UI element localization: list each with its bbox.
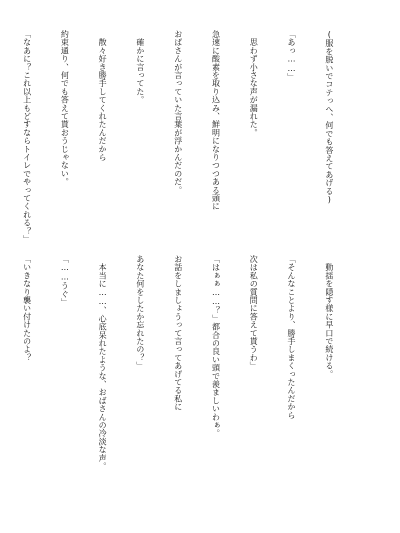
text-line: お話をしましょうって言ってあげてる私に <box>173 255 183 411</box>
text-line: 「そんなことより、勝手しまくったんだから <box>287 255 297 419</box>
bottom-text-block <box>0 255 360 495</box>
text-line: (服を脱いでコテっへ、何でも答えてあげる) <box>324 30 334 205</box>
text-line: 動揺を隠す様に早口で続ける。 <box>324 255 334 378</box>
text-line: 「……うぐ」 <box>60 255 70 307</box>
top-text-block <box>0 30 360 245</box>
text-line: 思わず小さな声が漏れた。 <box>249 30 259 137</box>
text-line: 「あっ……」 <box>287 30 297 82</box>
text-line: 確かに言ってた。 <box>135 30 145 104</box>
text-line: おばさんが言っていた言葉が浮かんだのだ。 <box>173 30 183 194</box>
text-line: 本当に……、心底呆れたような、おばさんの冷淡な声。 <box>98 255 108 471</box>
text-line: 散々好き勝手してくれたんだから <box>98 30 108 162</box>
text-line: 次は私の質問に答えて貰うわ」 <box>249 255 259 370</box>
text-line: あなた何をしたか忘れたの？」 <box>135 255 145 370</box>
text-line: 約束通り、何でも答えて貰おうじゃない。 <box>60 30 70 186</box>
text-line: 「なあに？これ以上もどすならトイレでやってくれる？」 <box>22 30 32 244</box>
text-line: 急速に酸素を取り込み、鮮明になりつつある頭に <box>211 30 221 211</box>
text-line: 「はぁぁ……？」都合の良い頭で羨ましいわぁ。 <box>211 255 221 438</box>
text-line: 「いきなり襲い付けたのよ？ <box>22 255 32 362</box>
